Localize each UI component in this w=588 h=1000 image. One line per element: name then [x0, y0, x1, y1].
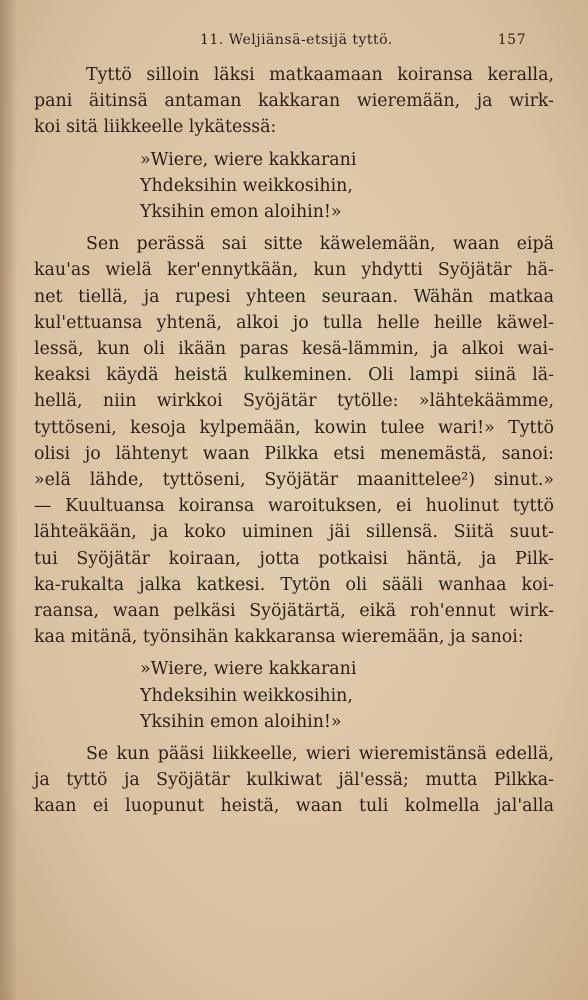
- running-title: 11. Weljiänsä-etsijä tyttö.: [200, 32, 393, 48]
- text-line: Tyttö silloin läksi matkaamaan koiransa keralla,: [86, 65, 554, 85]
- verse-line: Yhdeksihin weikkosihin,: [140, 175, 353, 196]
- verse-1: [34, 147, 554, 226]
- verse-line: Yksihin emon aloihin!»: [140, 202, 342, 223]
- paragraph-1: [34, 62, 554, 141]
- text-line: Sen perässä sai sitte käwelemään, waan eipä: [86, 234, 554, 255]
- text-line: hellä, niin wirkkoi Syöjätär tytölle: »lähtekäämme,: [34, 391, 554, 412]
- text-line: kau'as wielä ker'ennytkään, kun yhdytti Syöjätär hä-: [34, 260, 554, 281]
- text-line: Se kun pääsi liikkeelle, wieri wieremistänsä edellä,: [86, 744, 554, 765]
- text-line: koi sitä liikkeelle lykätessä:: [34, 117, 277, 138]
- text-line: net tiellä, ja rupesi yhteen seuraan. Wähän matkaa: [34, 286, 554, 307]
- text-line: pani äitinsä antaman kakkaran wieremään, ja wirk-: [34, 91, 554, 112]
- verse-line: Yksihin emon aloihin!»: [140, 711, 342, 732]
- text-line: »elä lähde, tyttöseni, Syöjätär maanittelee²) sinut.»: [34, 470, 554, 491]
- verse-line: »Wiere, wiere kakkarani: [140, 149, 357, 170]
- text-line: olisi jo lähtenyt waan Pilkka etsi menemästä, sanoi:: [34, 443, 554, 464]
- paragraph-2: [34, 231, 554, 650]
- body-text: [34, 62, 554, 820]
- text-line: — Kuultuansa koiransa waroituksen, ei huolinut tyttö: [34, 496, 554, 517]
- page-gutter-shadow: [0, 0, 18, 1000]
- text-line: kaan ei luopunut heistä, waan tuli kolmella jal'alla: [34, 796, 554, 817]
- text-line: lähteäkään, ja koko uiminen jäi sillensä. Siitä suut-: [34, 522, 554, 543]
- text-line: kaa mitänä, työnsihän kakkaransa wieremään, ja sanoi:: [34, 627, 524, 648]
- page-header: [60, 32, 528, 54]
- text-line: ja tyttö ja Syöjätär kulkiwat jäl'essä; mutta Pilkka-: [34, 770, 554, 791]
- page-number: 157: [497, 32, 526, 48]
- text-line: kul'ettuansa yhtenä, alkoi jo tulla helle heille käwel-: [34, 312, 554, 333]
- verse-2: [34, 656, 554, 735]
- text-line: lessä, kun oli ikään paras kesä-lämmin, ja alkoi wai-: [34, 339, 554, 360]
- text-line: raansa, waan pelkäsi Syöjätärtä, eikä roh'ennut wirk-: [34, 601, 554, 622]
- paragraph-3: [34, 741, 554, 820]
- text-line: ka-rukalta jalka katkesi. Tytön oli sääli wanhaa koi-: [34, 574, 554, 595]
- text-line: keaksi käydä heistä kulkeminen. Oli lampi siinä lä-: [34, 365, 554, 386]
- text-line: tyttöseni, kesoja kylpemään, kowin tulee wari!» Tyttö: [34, 417, 554, 438]
- verse-line: Yhdeksihin weikkosihin,: [140, 685, 353, 706]
- text-line: tui Syöjätär koiraan, jotta potkaisi häntä, ja Pilk-: [34, 548, 554, 569]
- verse-line: »Wiere, wiere kakkarani: [140, 659, 357, 680]
